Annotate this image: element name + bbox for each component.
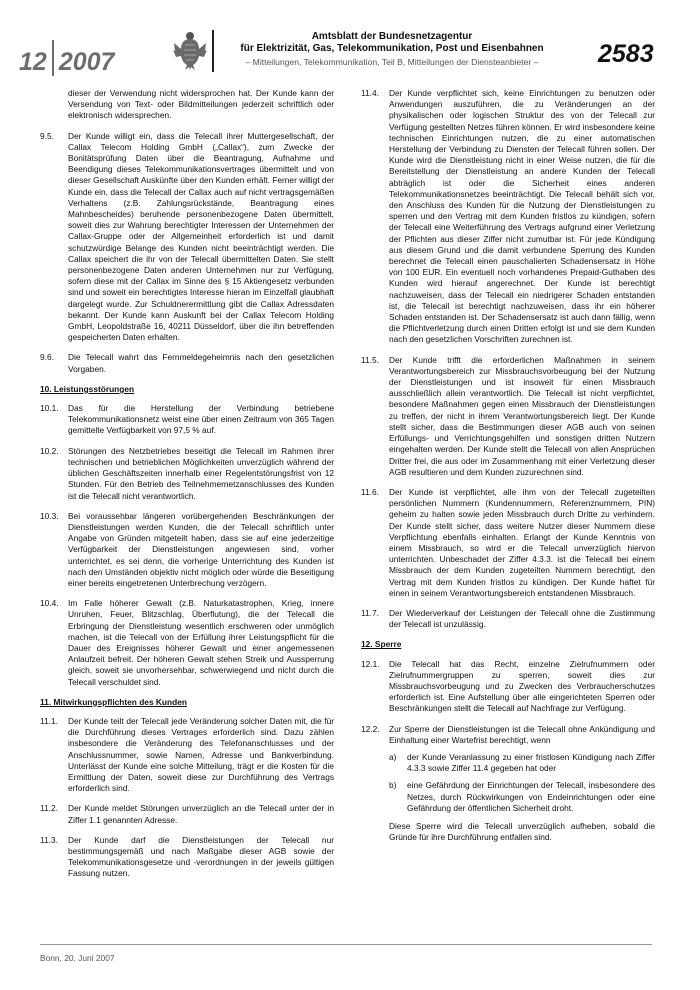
- section-heading-10: 10. Leistungsstörungen: [40, 383, 135, 394]
- clause-11-7: [361, 608, 655, 630]
- clause-text: Störungen des Netzbetriebes beseitigt die Telecall im Rahmen ihrer technischen und betrieblichen Möglichkeiten unverzüglich während der üblichen Geschäftszeiten innerhalb einer Regelentstörungsfrist von 12 Stunden. Für den Betrieb des Teilnehmernetzanschlusses des Kunden ist die Telecall nicht verantwortlich.: [68, 445, 334, 501]
- clause-text: Der Wiederverkauf der Leistungen der Telecall ohne die Zustimmung der Telecall ist unzulässig.: [389, 607, 655, 630]
- sub-clause-letter: a): [389, 751, 397, 762]
- clause-number: 12.2.: [361, 723, 380, 734]
- clause-number: 11.6.: [361, 486, 379, 497]
- continuation-text: dieser der Verwendung nicht widersprochen hat. Der Kunde kann der Versendung von Text- oder Bildmitteilungen jederzeit schriftlich oder elektronisch widersprechen.: [68, 88, 334, 121]
- issue-number: [19, 40, 114, 77]
- clause-text: Bei voraussehbar längeren vorübergehenden Beschränkungen der Dienstleistungen werden Kunden, die der Telecall schriftlich unter Angabe von Gründen mitgeteilt haben, dass sie auf eine jederzeitige Verfügbarkeit der Dienstleistungen angewiesen sind, vorher unterrichtet, es sei denn, die vorherige Unterrichtung des Kunden ist nach den Umständen objektiv nicht möglich oder würde die Beseitigung einer bereits eingetretenen Unterbrechung verzögern.: [68, 510, 334, 588]
- journal-title-line1: Amtsblatt der Bundesnetzagentur: [311, 31, 473, 42]
- right-column: [361, 88, 655, 852]
- clause-text: Der Kunde willigt ein, dass die Telecall ihrer Muttergesellschaft, der Callax Telecom Holding GmbH („Callax“), zum Zwecke der Bonitätsprüfung Daten über die Beantragung, Aufnahme und Beendigung dieses Telekommunikationsvertrages übermittelt und von dieser Gesellschaft Auskünfte über den Kunden erhält. Ferner willigt der Kunde ein, dass die Telecall der Callax auch auf nicht vertragsgemäßen Verhaltens (z.B. Zahlungsrückstände, Beantragung eines Mahnbescheides) beruhende personenbezogene Daten übermittelt, soweit dies zur Wahrung berechtigter Interessen der Unternehmen der Callax-Gruppe oder der Allgemeinheit erforderlich ist und damit schutzwürdige Belange des Kunden nicht beeinträchtigt werden. Die Callax speichert die ihr von der Telecall übermittelten Daten. Sie stellt personenbezogene Daten anderen Unternehmen nur zur Verfügung, sofern diese mit der Callax im Sinne des § 15 Aktiengesetz verbunden sind und soweit ein berechtigtes Interesse hieran im Einzelfall glaubhaft dargelegt wurde. Zur Schuldnerermittlung gibt die Callax Adressdaten bekannt. Der Kunde kann Auskunft bei der Callax Telecom Holding GmbH, Leopoldstraße 16, 40211 Düsseldorf, über die ihn betreffenden gespeicherten Daten erhalten.: [68, 130, 334, 343]
- section-heading-11: 11. Mitwirkungspflichten des Kunden: [40, 696, 187, 707]
- clause-closing-text: Diese Sperre wird die Telecall unverzüglich aufheben, sobald die Gründe für ihre Durchführung entfallen sind.: [389, 820, 655, 843]
- clause-10-4: [40, 598, 334, 688]
- clause-11-6: [361, 487, 655, 599]
- footer-divider: [40, 944, 652, 945]
- clause-body: [389, 724, 655, 844]
- clause-9-6: [40, 352, 334, 374]
- clause-text: Der Kunde verpflichtet sich, keine Einrichtungen zu benutzen oder Anwendungen auszuführen, die zu Veränderungen an der physikalischen oder logischen Struktur des von der Telecall zur Verfügung gestellten Netzes führen können. Er wird insbesondere keine technischen Einrichtungen nutzen, die zu einer automatischen Herstellung der Verbindung zu Diensten der Telecall führen sollen. Der Kunde wird die Dienstleistung nicht in einer Weise nutzen, die für die Bereitstellung der Dienstleistung an andere Kunden der Telecall abträglich ist oder die Sicherheit eines anderen Telekommunikationsnetzes beeinträchtigt. Die Telecall behält sich vor, den Anschluss des Kunden für die Nutzung der Dienstleistungen zu sperren und den Vertrag mit dem Kunden fristlos zu kündigen, sofern der Telecall eine Weiterführung des Vertrags aufgrund einer Verletzung der Pflichten aus dieser Ziffer nicht zumutbar ist. Für jede Kündigung aus diesem Grund und die damit verbundene Sperrung des Kunden berechnet die Telecall einen pauschalierten Schadensersatz in Höhe von 100 EUR. Ein eventuell noch vorhandenes Prepaid-Guthaben des Kunden wird hierauf angerechnet. Der Kunde ist berechtigt nachzuweisen, dass der Telecall ein niedrigerer Schaden entstanden ist, die Telecall ist berechtigt nachzuweisen, dass ihr ein höherer Schaden entstanden ist. Der Schadensersatz ist auch dann fällig, wenn die Pflichtverletzung durch einen Dritten erfolgt ist und sie dem Kunden nach den gesetzlichen Vorschriften zurechnen ist.: [389, 88, 655, 345]
- journal-subtitle: – Mitteilungen, Telekommunikation, Teil B, Mitteilungen der Diensteanbieter –: [245, 57, 539, 67]
- clause-text: Zur Sperre der Dienstleistungen ist die Telecall ohne Ankündigung und Einhaltung einer Wartefrist berechtigt, wenn: [389, 723, 655, 745]
- clause-number: 10.4.: [40, 598, 59, 609]
- clause-number: 11.4.: [361, 88, 379, 98]
- sub-clause-letter: b): [389, 780, 397, 791]
- clause-number: 11.3.: [40, 834, 58, 845]
- journal-title-line2: für Elektrizität, Gas, Telekommunikation, Post und Eisenbahnen: [240, 43, 544, 54]
- clause-text: Der Kunde teilt der Telecall jede Veränderung solcher Daten mit, die für die Durchführung dieses Vertrages erforderlich sind. Dazu zählen insbesondere die Veränderung des Telefonanschlusses und der Anschlussnummer, sowie Namen, Adresse und Bankverbindung. Unterlässt der Kunde eine solche Mitteilung, trägt er die Kosten für die Ermittlung der Daten, soweit diese zur Durchführung des Vertrags erforderlich sind.: [68, 715, 334, 794]
- clause-number: 11.5.: [361, 354, 379, 365]
- clause-number: 9.6.: [40, 352, 54, 363]
- clause-text: Im Falle höherer Gewalt (z.B. Naturkatastrophen, Krieg, innere Unruhen, Feuer, Blitzschlag, Überflutung), die der Telecall die Erbringung der Dienstleistung wesentlich erschweren oder unmöglich machen, ist die Telecall von der Erfüllung ihrer Leistungspflicht für die Dauer des Ereignisses höherer Gewalt und einer angemessenen Anlaufzeit befreit. Der höheren Gewalt stehen Streik und Aussperrung gleich, soweit sie unvorhersehbar, schwerwiegend und nicht durch die Telecall verschuldet sind.: [68, 598, 334, 687]
- sub-clause-b: [389, 780, 655, 814]
- clause-number: 10.1.: [40, 403, 59, 414]
- clause-number: 11.7.: [361, 607, 379, 618]
- year: 2007: [58, 48, 115, 76]
- clause-11-4: [361, 88, 655, 346]
- clause-text: Das für die Herstellung der Verbindung betriebene Telekommunikationsnetz weist eine über einen Zeitraum von 365 Tagen gemittelte Verfügbarkeit von 97,5 % auf.: [68, 403, 334, 436]
- clause-number: 9.5.: [40, 130, 54, 141]
- clause-9-5: [40, 131, 334, 344]
- clause-text: Der Kunde trifft die erforderlichen Maßnahmen in seinem Verantwortungsbereich zur Missbrauchsvorbeugung bei der Nutzung der Dienstleistungen und ist insoweit für einen Missbrauch ausschließlich allein verantwortlich. Die Telecall ist nicht verpflichtet, besondere Maßnahmen gegen einen Missbrauch der Dienstleistungen zu treffen, der nicht in ihrem Verantwortungsbereich liegt. Der Kunde stellt sicher, dass die Bestimmungen dieser AGB auch von seinen Erfüllungs- und Verrichtungsgehilfen und sonstigen dritten Nutzern eingehalten werden. Der Kunde stellt die Telecall von allen Ansprüchen Dritter frei, die aus oder im Zusammenhang mit einer Verletzung dieser AGB resultieren und dem Kunden zuzurechnen sind.: [389, 354, 655, 477]
- clause-10-3: [40, 511, 334, 589]
- clause-number: 10.2.: [40, 445, 59, 456]
- left-column: [40, 88, 334, 889]
- clause-10-1: [40, 403, 334, 437]
- sub-clause-text: der Kunde Veranlassung zu einer fristlosen Kündigung nach Ziffer 4.3.3 sowie Ziffer 11.4 gegeben hat oder: [407, 751, 655, 774]
- journal-title: [216, 31, 568, 55]
- clause-10-2: [40, 446, 334, 502]
- header-divider: [212, 30, 214, 72]
- clause-12-1: [361, 659, 655, 715]
- issue-divider: [52, 40, 54, 76]
- clause-number: 12.1.: [361, 658, 380, 669]
- clause-text: Der Kunde darf die Dienstleistungen der Telecall nur bestimmungsgemäß und nach Maßgabe dieser AGB sowie der Telekommunikationsgesetze und -verordnungen in der jeweils gültigen Fassung nutzen.: [68, 834, 334, 879]
- clause-11-2: [40, 803, 334, 825]
- clause-number: 11.1.: [40, 715, 58, 726]
- footer-place-date: Bonn, 20. Juni 2007: [40, 953, 115, 963]
- clause-text: Die Telecall hat das Recht, einzelne Zielrufnummern oder Zielrufnummergruppen zu sperren, soweit dies zur Missbrauchsvorbeugung und zu Zwecken des Verbraucherschutzes erforderlich ist. Eine Aufstellung über alle eingerichteten Sperren oder Beschränkungen stellt die Telecall auf Nachfrage zur Verfügung.: [389, 658, 655, 714]
- issue: 12: [19, 48, 47, 76]
- sub-clause-a: [389, 752, 655, 774]
- clause-number: 11.2.: [40, 803, 58, 814]
- sub-clause-text: eine Gefährdung der Einrichtungen der Telecall, insbesondere des Netzes, durch Rückwirkungen von Endeinrichtungen oder eine Gefährdung der öffentlichen Sicherheit droht.: [407, 780, 655, 813]
- clause-text: Die Telecall wahrt das Fernmeldegeheimnis nach den gesetzlichen Vorgaben.: [68, 352, 334, 374]
- clause-11-5: [361, 355, 655, 478]
- clause-11-3: [40, 835, 334, 880]
- federal-eagle-icon: [172, 29, 208, 71]
- clause-text: Der Kunde meldet Störungen unverzüglich an die Telecall unter der in Ziffer 1.1 genannten Adresse.: [68, 803, 334, 825]
- clause-text: Der Kunde ist verpflichtet, alle ihm von der Telecall zugeteilten persönlichen Nummern (Kundennummern, Referenznummern, PIN) geheim zu halten sowie jeden Missbrauch durch Dritte zu verhindern. Der Kunde stellt sicher, dass weitere Nutzer dieser Nummern diese Verpflichtung ebenfalls einhalten. Erlangt der Kunde Kenntnis von einem Missbrauch, so wird er die Telecall unverzüglich hiervon unterrichten. Unbeschadet der Ziffer 4.3.3. ist die Telecall bei einem Missbrauch der dem Kunden zugeteilten Nummern berechtigt, den Vertrag mit dem Kunden fristlos zu kündigen. Der Kunde haftet für einen in seinem Verantwortungsbereich entstandenen Missbrauch.: [389, 486, 655, 598]
- clause-number: 10.3.: [40, 510, 59, 521]
- clause-11-1: [40, 716, 334, 794]
- section-heading-12: 12. Sperre: [361, 639, 402, 650]
- page-number: 2583: [598, 40, 654, 68]
- clause-12-2: [361, 724, 655, 844]
